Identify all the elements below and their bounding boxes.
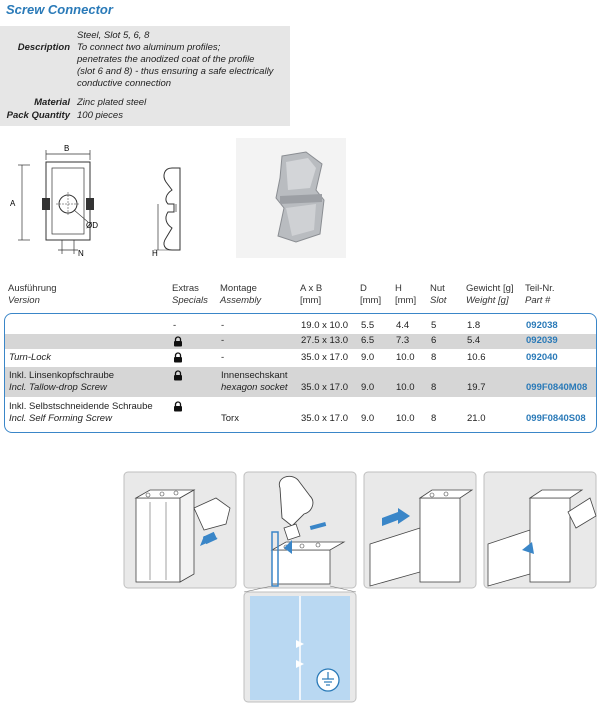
specification-table [4,313,597,433]
description-label: Description [17,42,70,53]
description-line: penetrates the anodized coat of the profile [77,54,255,65]
table-row: Inkl. Linsenkopfschraube Incl. Tallow-drop Screw Innensechskant hexagon socket 35.0 x 17.0 9.0 10.0 8 19.7 099F0840M08 [5,367,596,397]
part-number-link[interactable]: 092040 [526,352,558,363]
material-value: Zinc plated steel [77,97,147,108]
dimension-d-label: ØD [86,221,98,230]
header-extras: Extras Specials [172,283,208,306]
part-number-link[interactable]: 099F0840M08 [526,382,588,393]
header-d: D [mm] [360,283,382,306]
header-h: H [mm] [395,283,417,306]
header-assembly: Montage Assembly [220,283,262,306]
description-line: conductive connection [77,78,172,89]
assembly-step-2 [244,472,356,588]
header-axb: A x B [mm] [300,283,323,306]
dimension-a-label: A [10,199,16,208]
header-weight: Gewicht [g] Weight [g] [466,283,514,306]
top-view-drawing [8,140,118,262]
description-value [77,30,287,90]
lock-icon [173,336,183,347]
assembly-step-4 [484,472,596,588]
table-row: - 27.5 x 13.0 6.5 7.3 6 5.4 092039 [5,334,596,349]
table-row: Inkl. Selbstschneidende Schraube Incl. Self Forming Screw Torx 35.0 x 17.0 9.0 10.0 8 21.0 099F0840S08 [9,401,586,424]
assembly-illustration [120,468,601,704]
dimension-b-label: B [64,144,70,153]
pack-quantity-label: Pack Quantity [6,110,70,121]
pack-quantity-value: 100 pieces [77,110,123,121]
table-row: - - 19.0 x 10.0 5.5 4.4 5 1.8 092038 [173,320,558,331]
part-number-link[interactable]: 099F0840S08 [526,413,586,424]
dimension-h-label: H [152,249,158,258]
assembly-step-1 [124,472,236,588]
lock-icon [173,370,183,381]
table-row: Turn-Lock - 35.0 x 17.0 9.0 10.0 8 10.6 092040 [9,352,558,363]
detail-zoom-panel [244,586,356,702]
header-nut: Nut Slot [430,283,447,306]
side-view-drawing [150,160,200,260]
lock-icon [173,401,183,412]
part-number-link[interactable]: 092039 [526,335,558,346]
page-title: Screw Connector [6,2,113,17]
header-version: Ausführung Version [8,283,57,306]
description-line: (slot 6 and 8) - thus ensuring a safe electrically [77,66,274,77]
header-part: Teil-Nr. Part # [525,283,555,306]
part-number-link[interactable]: 092038 [526,320,558,331]
material-label: Material [34,97,70,108]
dimension-n-label: N [78,249,84,258]
description-line: To connect two aluminum profiles; [77,42,221,53]
lock-icon [173,352,183,363]
assembly-step-3 [364,472,476,588]
product-photo [236,138,346,258]
description-line: Steel, Slot 5, 6, 8 [77,30,150,41]
product-info-box [0,26,290,126]
